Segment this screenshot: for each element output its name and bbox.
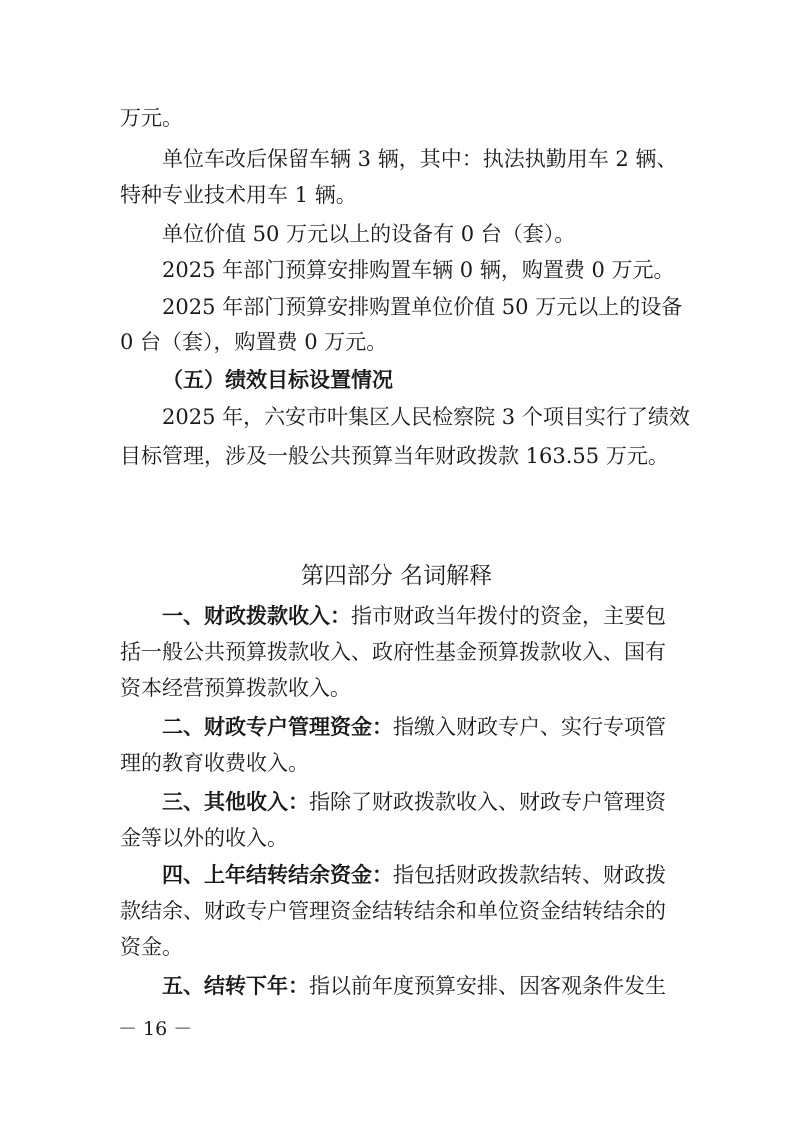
body-text-line: 单位价值 50 万元以上的设备有 0 台（套）。	[162, 222, 576, 246]
definition-text: 指缴入财政专户、实行专项管	[393, 715, 666, 739]
definition-text: 资金。	[120, 935, 183, 959]
definition-text: 指以前年度预算安排、因客观条件发生	[309, 974, 666, 998]
body-text-line: 2025 年部门预算安排购置车辆 0 辆，购置费 0 万元。	[162, 258, 675, 282]
body-text-line: 特种专业技术用车 1 辆。	[120, 183, 357, 207]
definition-text: 资本经营预算拨款收入。	[120, 676, 351, 700]
body-text-line: 万元。	[120, 106, 183, 130]
definition-text: 金等以外的收入。	[120, 826, 288, 850]
definition-term: 三、其他收入：	[162, 790, 309, 814]
definition-item	[0, 601, 793, 631]
definition-text: 款结余、财政专户管理资金结转结余和单位资金结转结余的	[120, 899, 666, 923]
body-text-line: 目标管理，涉及一般公共预算当年财政拨款 163.55 万元。	[120, 444, 669, 468]
body-text-line: 2025 年，六安市叶集区人民检察院 3 个项目实行了绩效	[162, 405, 690, 429]
definition-item	[0, 712, 793, 742]
definition-term: 五、结转下年：	[162, 974, 309, 998]
page-number: － 16 －	[118, 1018, 193, 1040]
definition-term: 四、上年结转结余资金：	[162, 863, 393, 887]
definition-item	[0, 787, 793, 817]
definition-text: 指市财政当年拨付的资金，主要包	[351, 604, 666, 628]
body-text-line: 单位车改后保留车辆 3 辆，其中：执法执勤用车 2 辆、	[162, 147, 678, 171]
definition-term: 一、财政拨款收入：	[162, 604, 351, 628]
definition-text: 括一般公共预算拨款收入、政府性基金预算拨款收入、国有	[120, 640, 666, 664]
definition-term: 二、财政专户管理资金：	[162, 715, 393, 739]
definition-item	[0, 971, 793, 1001]
body-text-line: 0 台（套），购置费 0 万元。	[120, 330, 388, 354]
definition-text: 指包括财政拨款结转、财政拨	[393, 863, 666, 887]
section-heading: （五）绩效目标设置情况	[162, 368, 393, 392]
body-text-line: 2025 年部门预算安排购置单位价值 50 万元以上的设备	[162, 295, 683, 319]
definition-item	[0, 860, 793, 890]
definition-text: 理的教育收费收入。	[120, 751, 309, 775]
part-title: 第四部分 名词解释	[300, 563, 493, 589]
definition-text: 指除了财政拨款收入、财政专户管理资	[309, 790, 666, 814]
